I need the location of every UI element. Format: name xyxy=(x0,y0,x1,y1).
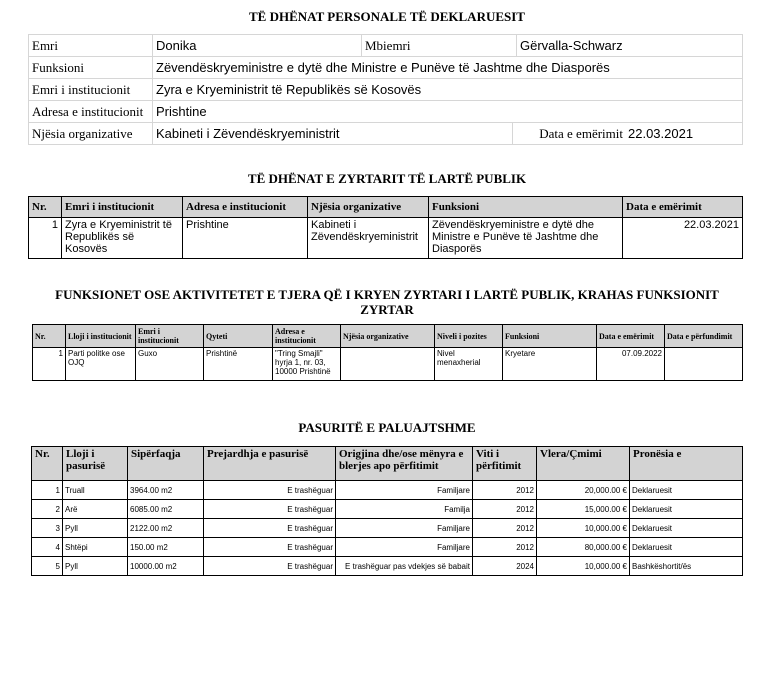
asset-type: Truall xyxy=(63,481,128,500)
asset-owner: Deklaruesit xyxy=(630,519,743,538)
funksioni-label: Funksioni xyxy=(29,57,153,79)
function: Zëvendëskryeministre e dytë dhe Ministre e Punëve të Jashtme dhe Diasporës xyxy=(429,218,623,259)
acquisition-year: 2012 xyxy=(473,538,537,557)
column-header: Nr. xyxy=(29,197,62,218)
city: Prishtinë xyxy=(204,348,273,381)
column-header: Data e emërimit xyxy=(597,325,665,348)
acquisition-year: 2024 xyxy=(473,557,537,576)
asset-area: 2122.00 m2 xyxy=(128,519,204,538)
column-header: Data e përfundimit xyxy=(665,325,743,348)
row-number: 1 xyxy=(32,481,63,500)
table-row xyxy=(32,538,743,557)
njesia-row xyxy=(153,123,743,145)
column-header: Lloji i pasurisë xyxy=(63,447,128,481)
functions-title: FUNKSIONET OSE AKTIVITETET E TJERA QË I KRYEN ZYRTARI I LARTË PUBLIK, KRAHAS FUNKSIONIT ZYRTAR xyxy=(55,287,719,317)
asset-origin: Familjare xyxy=(336,519,473,538)
column-header: Njësia organizative xyxy=(308,197,429,218)
column-header: Funksioni xyxy=(429,197,623,218)
column-header: Sipërfaqja xyxy=(128,447,204,481)
row-number: 1 xyxy=(33,348,66,381)
mbiemri-value: Gërvalla-Schwarz xyxy=(517,35,743,57)
institution-address: Prishtine xyxy=(183,218,308,259)
column-header: Lloji i institucionit xyxy=(66,325,136,348)
funksioni-value: Zëvendëskryeministre e dytë dhe Ministre e Punëve të Jashtme dhe Diasporës xyxy=(153,57,743,79)
table-row xyxy=(29,218,743,259)
column-header: Nr. xyxy=(32,447,63,481)
assets-table xyxy=(31,446,743,576)
emri-value: Donika xyxy=(153,35,362,57)
institucioni-value: Zyra e Kryeministrit të Republikës së Kosovës xyxy=(153,79,743,101)
end-date xyxy=(665,348,743,381)
functions-table xyxy=(32,324,743,381)
asset-owner: Deklaruesit xyxy=(630,500,743,519)
row-number: 5 xyxy=(32,557,63,576)
acquisition-year: 2012 xyxy=(473,519,537,538)
data-emerimit-value: 22.03.2021 xyxy=(628,126,694,141)
asset-value: 15,000.00 € xyxy=(537,500,630,519)
column-header: Viti i përfitimit xyxy=(473,447,537,481)
assets-title: PASURITË E PALUAJTSHME xyxy=(298,420,476,435)
row-number: 3 xyxy=(32,519,63,538)
column-header: Qyteti xyxy=(204,325,273,348)
column-header: Niveli i pozites xyxy=(435,325,503,348)
organizational-unit: Kabineti i Zëvendëskryeministrit xyxy=(308,218,429,259)
organizational-unit xyxy=(341,348,435,381)
column-header: Prejardhja e pasurisë xyxy=(204,447,336,481)
row-number: 1 xyxy=(29,218,62,259)
adresa-value: Prishtine xyxy=(153,101,743,123)
asset-owner: Deklaruesit xyxy=(630,538,743,557)
asset-area: 10000.00 m2 xyxy=(128,557,204,576)
asset-origin: Familjare xyxy=(336,538,473,557)
asset-owner: Deklaruesit xyxy=(630,481,743,500)
table-header-row xyxy=(29,197,743,218)
asset-type: Pyll xyxy=(63,519,128,538)
asset-value: 10,000.00 € xyxy=(537,519,630,538)
row-number: 4 xyxy=(32,538,63,557)
asset-provenance: E trashëguar xyxy=(204,519,336,538)
asset-area: 6085.00 m2 xyxy=(128,500,204,519)
table-row xyxy=(32,519,743,538)
asset-provenance: E trashëguar xyxy=(204,481,336,500)
asset-origin: Familjare xyxy=(336,481,473,500)
asset-area: 3964.00 m2 xyxy=(128,481,204,500)
asset-type: Arë xyxy=(63,500,128,519)
table-header-row xyxy=(33,325,743,348)
column-header: Pronësia e xyxy=(630,447,743,481)
adresa-label: Adresa e institucionit xyxy=(29,101,153,123)
emri-label: Emri xyxy=(29,35,153,57)
asset-provenance: E trashëguar xyxy=(204,538,336,557)
asset-origin: E trashëguar pas vdekjes së babait xyxy=(336,557,473,576)
data-emerimit-label: Data e emërimit xyxy=(539,125,623,141)
asset-area: 150.00 m2 xyxy=(128,538,204,557)
asset-type: Pyll xyxy=(63,557,128,576)
column-header: Origjina dhe/ose mënyra e blerjes apo përfitimit xyxy=(336,447,473,481)
asset-value: 10,000.00 € xyxy=(537,557,630,576)
row-number: 2 xyxy=(32,500,63,519)
table-row xyxy=(32,500,743,519)
acquisition-year: 2012 xyxy=(473,500,537,519)
column-header: Adresa e institucionit xyxy=(183,197,308,218)
appointment-date: 07.09.2022 xyxy=(597,348,665,381)
column-header: Nr. xyxy=(33,325,66,348)
njesia-label: Njësia organizative xyxy=(29,123,153,145)
institution-name: Guxo xyxy=(136,348,204,381)
column-header: Emri i institucionit xyxy=(62,197,183,218)
column-header: Njësia organizative xyxy=(341,325,435,348)
table-header-row xyxy=(32,447,743,481)
column-header: Emri i institucionit xyxy=(136,325,204,348)
official-data-title: TË DHËNAT E ZYRTARIT TË LARTË PUBLIK xyxy=(247,171,527,186)
column-header: Data e emërimit xyxy=(623,197,743,218)
asset-provenance: E trashëguar xyxy=(204,557,336,576)
acquisition-year: 2012 xyxy=(473,481,537,500)
personal-data-table xyxy=(28,34,743,145)
table-row xyxy=(32,481,743,500)
table-row xyxy=(32,557,743,576)
asset-type: Shtëpi xyxy=(63,538,128,557)
asset-value: 80,000.00 € xyxy=(537,538,630,557)
asset-origin: Familja xyxy=(336,500,473,519)
mbiemri-label: Mbiemri xyxy=(362,35,517,57)
institution-name: Zyra e Kryeministrit të Republikës së Kosovës xyxy=(62,218,183,259)
personal-data-title: TË DHËNAT PERSONALE TË DEKLARUESIT xyxy=(249,9,525,24)
asset-value: 20,000.00 € xyxy=(537,481,630,500)
institution-address: "Tring Smajli" hyrja 1, nr. 03, 10000 Prishtinë xyxy=(273,348,341,381)
column-header: Vlera/Çmimi xyxy=(537,447,630,481)
official-data-table xyxy=(28,196,743,259)
function: Kryetare xyxy=(503,348,597,381)
asset-owner: Bashkëshortit/ës xyxy=(630,557,743,576)
table-row xyxy=(33,348,743,381)
column-header: Funksioni xyxy=(503,325,597,348)
institution-type: Parti politke ose OJQ xyxy=(66,348,136,381)
asset-provenance: E trashëguar xyxy=(204,500,336,519)
institucioni-label: Emri i institucionit xyxy=(29,79,153,101)
position-level: Nivel menaxherial xyxy=(435,348,503,381)
appointment-date: 22.03.2021 xyxy=(623,218,743,259)
njesia-value: Kabineti i Zëvendëskryeministrit xyxy=(153,123,513,144)
column-header: Adresa e institucionit xyxy=(273,325,341,348)
